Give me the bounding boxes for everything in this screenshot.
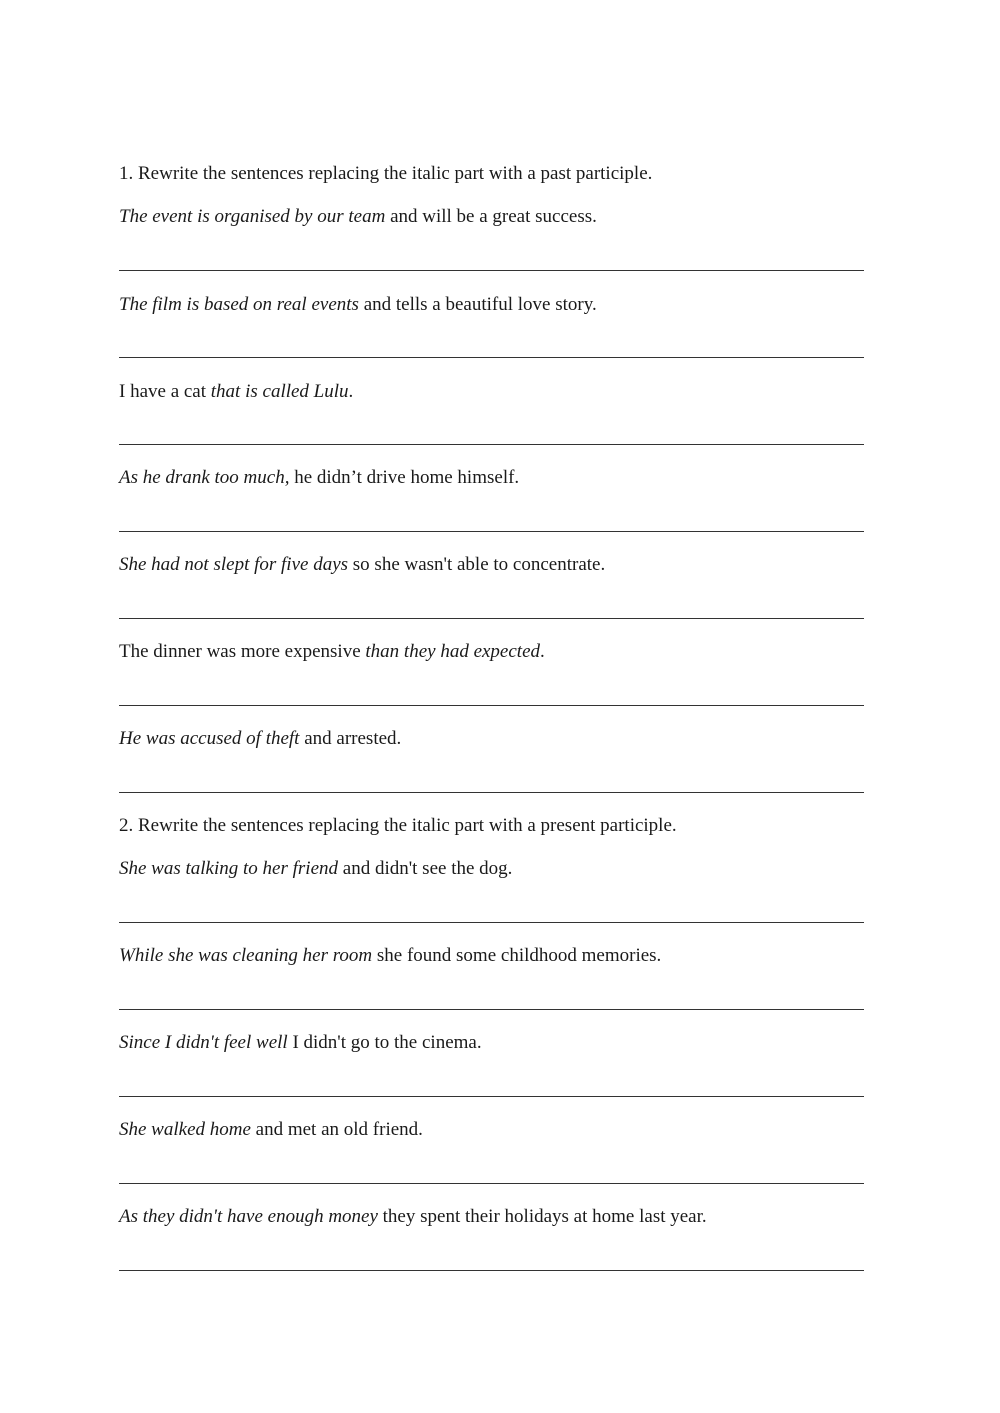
exercise-1-sentence-4: As he drank too much, he didn’t drive home himself.	[119, 467, 520, 488]
exercise-2-sentence-4: She walked home and met an old friend.	[119, 1119, 423, 1140]
italic-part: She walked home	[119, 1119, 251, 1140]
exercise-2-instruction: 2. Rewrite the sentences replacing the italic part with a present participle.	[119, 815, 677, 836]
answer-line-2-4[interactable]	[119, 1183, 864, 1184]
answer-line-1-3[interactable]	[119, 444, 864, 445]
italic-part: As he drank too much,	[119, 467, 290, 488]
exercise-2-sentence-3: Since I didn't feel well I didn't go to the cinema.	[119, 1032, 482, 1053]
italic-part: She had not slept for five days	[119, 554, 349, 575]
exercise-2-sentence-5: As they didn't have enough money they spent their holidays at home last year.	[119, 1206, 707, 1227]
exercise-1-sentence-3: I have a cat that is called Lulu.	[119, 381, 354, 402]
answer-line-2-3[interactable]	[119, 1096, 864, 1097]
italic-part: The event is organised by our team	[119, 206, 386, 227]
answer-line-1-7[interactable]	[119, 792, 864, 793]
italic-part: She was talking to her friend	[119, 858, 339, 879]
exercise-1-sentence-5: She had not slept for five days so she wasn't able to concentrate.	[119, 554, 606, 575]
answer-line-1-2[interactable]	[119, 357, 864, 358]
italic-part: He was accused of theft	[119, 728, 300, 749]
italic-part: that is called Lulu	[210, 381, 349, 402]
answer-line-1-1[interactable]	[119, 270, 864, 271]
answer-line-1-6[interactable]	[119, 705, 864, 706]
exercise-2-sentence-2: While she was cleaning her room she found some childhood memories.	[119, 945, 662, 966]
answer-line-1-5[interactable]	[119, 618, 864, 619]
exercise-2-sentence-1: She was talking to her friend and didn't see the dog.	[119, 858, 513, 879]
answer-line-2-1[interactable]	[119, 922, 864, 923]
answer-line-2-2[interactable]	[119, 1009, 864, 1010]
exercise-1-sentence-6: The dinner was more expensive than they had expected.	[119, 641, 545, 662]
exercise-1-sentence-7: He was accused of theft and arrested.	[119, 728, 402, 749]
italic-part: than they had expected	[365, 641, 541, 662]
italic-part: As they didn't have enough money	[119, 1206, 378, 1227]
italic-part: Since I didn't feel well	[119, 1032, 288, 1053]
answer-line-1-4[interactable]	[119, 531, 864, 532]
answer-line-2-5[interactable]	[119, 1270, 864, 1271]
exercise-1-sentence-2: The film is based on real events and tells a beautiful love story.	[119, 294, 597, 315]
italic-part: The film is based on real events	[119, 294, 359, 315]
italic-part: While she was cleaning her room	[119, 945, 373, 966]
exercise-1-instruction: 1. Rewrite the sentences replacing the italic part with a past participle.	[119, 163, 653, 184]
exercise-1-sentence-1: The event is organised by our team and will be a great success.	[119, 206, 597, 227]
